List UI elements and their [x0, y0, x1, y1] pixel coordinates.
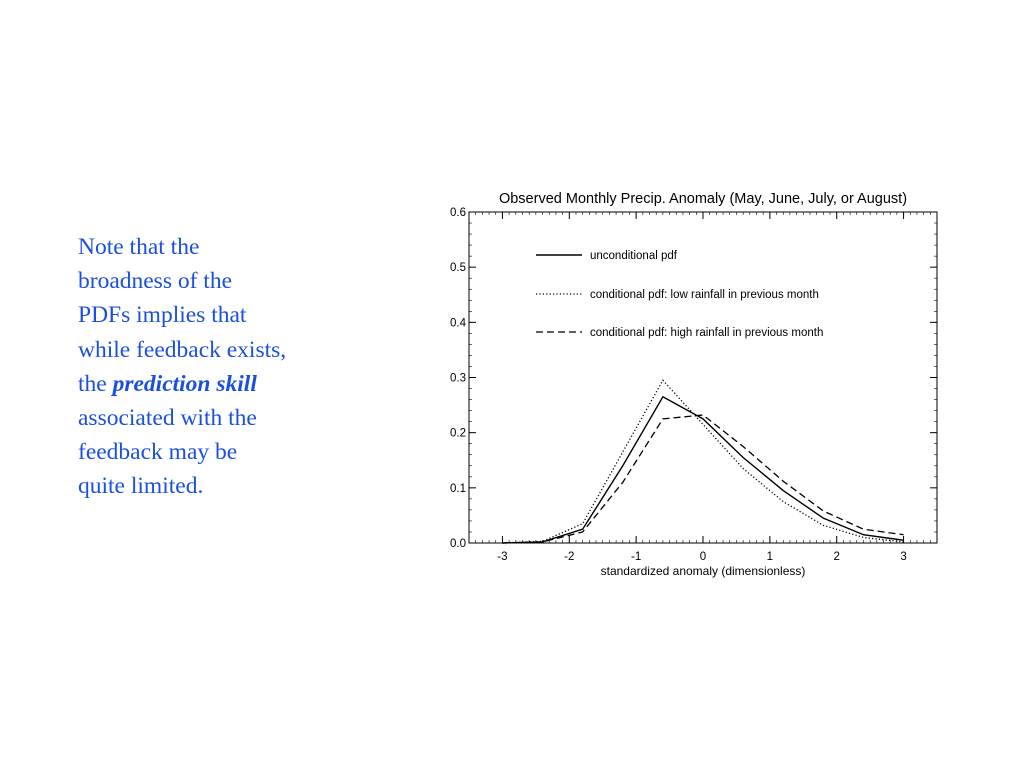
x-tick-label: 1	[766, 551, 774, 563]
x-axis	[497, 212, 906, 563]
x-tick-label: 3	[900, 551, 907, 563]
legend-label-2: conditional pdf: low rainfall in previous month	[590, 289, 819, 301]
y-tick-label: 0.4	[450, 317, 466, 330]
x-tick-label: 0	[699, 551, 707, 563]
legend-label-3: conditional pdf: high rainfall in previous month	[590, 327, 824, 339]
y-tick-label: 0.1	[450, 482, 466, 495]
y-tick-label: 0.6	[450, 207, 466, 219]
y-tick-label: 0.3	[450, 372, 466, 385]
x-tick-label: 2	[833, 551, 840, 563]
note-line: Note that the	[78, 234, 200, 260]
note-line: associated with the	[78, 405, 257, 432]
note-line: feedback may be	[78, 439, 238, 466]
x-tick-label: -2	[564, 551, 575, 563]
series-line-2	[502, 380, 903, 543]
plot-frame	[469, 212, 937, 543]
note-prefix: the	[78, 370, 113, 397]
series-line-3	[502, 415, 903, 543]
note-line: quite limited.	[78, 473, 204, 500]
y-tick-label: 0.0	[450, 538, 466, 550]
y-tick-label: 0.2	[450, 427, 466, 440]
x-axis-label: standardized anomaly (dimensionless)	[600, 564, 806, 578]
chart-title: Observed Monthly Precip. Anomaly (May, June, July, or August)	[498, 191, 908, 207]
minor-ticks	[469, 212, 937, 543]
y-axis	[450, 207, 937, 550]
series-line-1	[502, 397, 903, 543]
x-tick-label: -1	[631, 551, 642, 563]
note-line: PDFs implies that	[78, 302, 247, 329]
x-tick-label: -3	[497, 551, 508, 563]
legend	[536, 250, 823, 339]
y-tick-label: 0.5	[450, 262, 466, 275]
note-emphasis: prediction skill	[112, 370, 257, 397]
note-line: while feedback exists,	[78, 336, 287, 363]
note-line: broadness of the	[78, 268, 233, 295]
series-group	[502, 380, 903, 543]
legend-label-1: unconditional pdf	[590, 250, 677, 262]
